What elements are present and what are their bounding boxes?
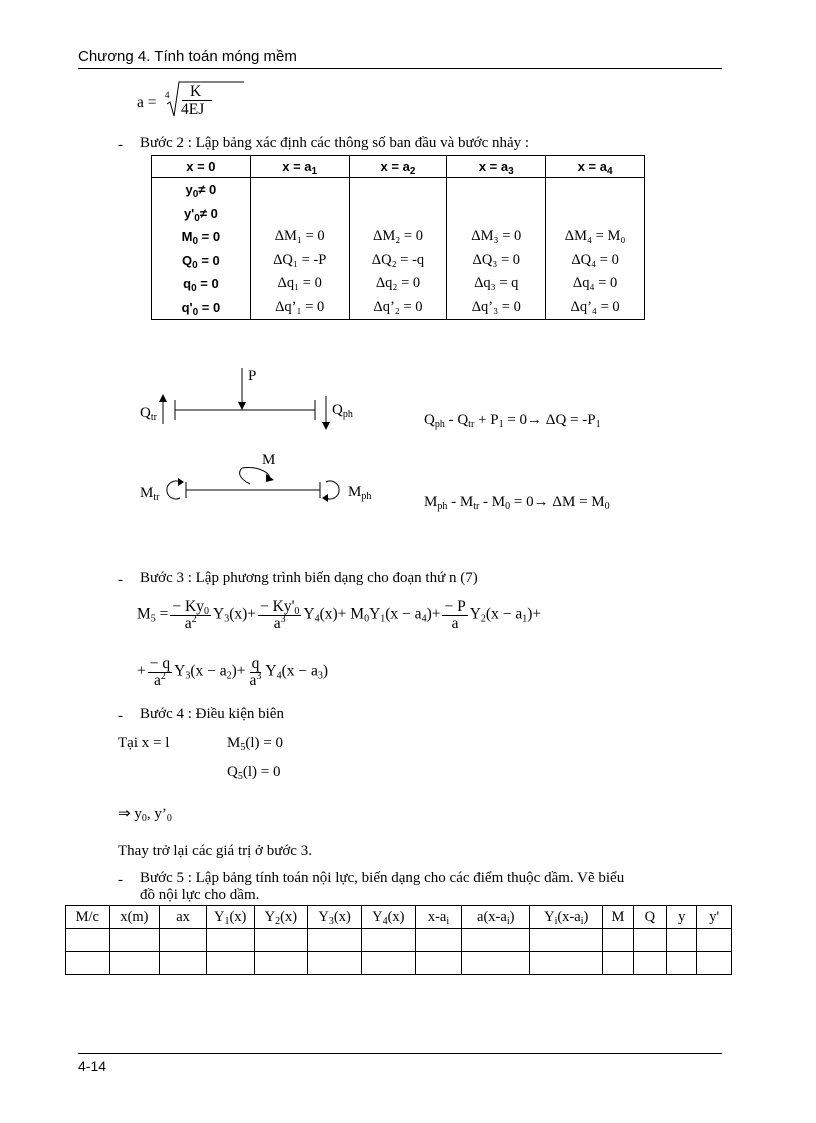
- label-m: M: [262, 452, 276, 468]
- radical-denominator: 4EJ: [181, 101, 205, 118]
- value-cell: Δq₃ = q: [447, 272, 546, 296]
- step4-bullet: -: [118, 708, 123, 724]
- header-cell: ax: [160, 906, 207, 929]
- equation-shear-jump: $Q_{ph} - Q_{tr} + P_1 = 0\to \Delta Q = -P_1$: [424, 412, 601, 430]
- value-cell: [349, 178, 447, 202]
- m-applied-tail: [240, 468, 250, 484]
- header-cell: $Y_i(x-a_i)$: [530, 906, 603, 929]
- table-row: [66, 952, 732, 975]
- step3-bullet: -: [118, 572, 123, 588]
- table-row: [152, 272, 645, 296]
- label-m-tr: $M_{tr}$: [140, 485, 160, 503]
- header-cell: $x = a_2$: [349, 156, 447, 178]
- equation-moment-jump: $M_{ph} - M_{tr} - M_0 = 0\to \Delta M = M_0$: [424, 494, 610, 512]
- step2-bullet: -: [118, 137, 123, 153]
- label-m-ph: $M_{ph}$: [348, 484, 372, 502]
- param-cell: $q_0 = 0$: [152, 272, 251, 296]
- value-cell: [546, 202, 645, 226]
- calculation-table: [65, 905, 732, 975]
- value-cell: [250, 202, 349, 226]
- header-cell: $Y_4(x)$: [361, 906, 415, 929]
- value-cell: Δq’₂ = 0: [349, 296, 447, 320]
- value-cell: ΔM₂ = 0: [349, 225, 447, 249]
- header-cell: $Y_3(x)$: [308, 906, 362, 929]
- header-cell: $Y_2(x)$: [254, 906, 308, 929]
- value-cell: [546, 178, 645, 202]
- value-cell: Δq₁ = 0: [250, 272, 349, 296]
- param-cell: $y_0\ne 0$: [152, 178, 251, 202]
- value-cell: [447, 202, 546, 226]
- m-applied-arrowhead: [266, 474, 274, 482]
- value-cell: ΔQ₁ = -P: [250, 249, 349, 273]
- substitute-note: Thay trở lại các giá trị ở bước 3.: [118, 843, 312, 859]
- boundary-location: Tại x = l: [118, 735, 170, 751]
- label-q-tr: $Q_{tr}$: [140, 405, 157, 423]
- deformation-equation-line1: $M_5$ = $\frac{- Ky_0}{a^2}$ $Y_3(x)+$ $\frac{- Ky'_0}{a^3}$ $Y_4(x)+ M_0Y_1(x - a_4)+$ $\frac{- P}{a}$ $Y_2(x - a_1)+$: [137, 598, 542, 632]
- label-q-ph: $Q_{ph}$: [332, 402, 353, 420]
- step5-text-line1: Bước 5 : Lập bảng tính toán nội lực, biến dạng cho các điểm thuộc dầm. Vẽ biểu: [140, 870, 625, 886]
- step4-text: Bước 4 : Điều kiện biên: [140, 706, 284, 722]
- table-row: [152, 202, 645, 226]
- header-cell: x(m): [109, 906, 160, 929]
- header-cell: $x = a_3$: [447, 156, 546, 178]
- table-row: [152, 225, 645, 249]
- boundary-condition-moment: $M_5(l) = 0$: [227, 735, 283, 753]
- value-cell: Δq’₃ = 0: [447, 296, 546, 320]
- chapter-title: Chương 4. Tính toán móng mềm: [78, 48, 297, 65]
- param-cell: $Q_0 = 0$: [152, 249, 251, 273]
- value-cell: ΔQ₄ = 0: [546, 249, 645, 273]
- load-p-arrowhead: [238, 402, 246, 410]
- q-tr-arrowhead: [159, 394, 167, 402]
- value-cell: Δq₄ = 0: [546, 272, 645, 296]
- step5-bullet: -: [118, 872, 123, 888]
- label-p: P: [248, 368, 257, 384]
- radical-numerator: K: [190, 83, 202, 100]
- boundary-result: ⇒ $y_0$, $y’_0$: [118, 806, 172, 824]
- calculation-table-header: [66, 906, 732, 929]
- header-rule: [78, 68, 722, 69]
- param-cell: $y'_0\ne 0$: [152, 202, 251, 226]
- table-row: [152, 296, 645, 320]
- table-row: [152, 249, 645, 273]
- parameter-table-header: [152, 156, 645, 178]
- value-cell: [349, 202, 447, 226]
- step5-text-line2: đồ nội lực cho dầm.: [140, 887, 260, 903]
- header-cell: y': [697, 906, 732, 929]
- table-row: [66, 929, 732, 952]
- m-tr-arrowhead: [178, 478, 184, 486]
- value-cell: ΔM₄ = M₀: [546, 225, 645, 249]
- page-number: 4-14: [78, 1058, 107, 1074]
- header-cell: $a(x-a_i)$: [462, 906, 530, 929]
- header-cell: $x-a_i$: [415, 906, 462, 929]
- header-cell: M: [603, 906, 633, 929]
- q-ph-arrowhead: [322, 422, 330, 430]
- m-applied-arc: [242, 468, 270, 478]
- param-cell: $q'_0 = 0$: [152, 296, 251, 320]
- header-cell: Q: [633, 906, 666, 929]
- table-row: [152, 178, 645, 202]
- deformation-equation-line2: + $\frac{- q}{a^2}$ $Y_3(x - a_2)+$ $\frac{q}{a^3}$ $Y_4(x - a_3)$: [137, 655, 329, 689]
- free-body-diagram: [120, 360, 420, 520]
- header-cell: $x = a_4$: [546, 156, 645, 178]
- value-cell: ΔM₁ = 0: [250, 225, 349, 249]
- m-ph-arrowhead: [322, 494, 328, 502]
- value-cell: Δq’₄ = 0: [546, 296, 645, 320]
- value-cell: ΔM₃ = 0: [447, 225, 546, 249]
- header-cell: $Y_1(x)$: [206, 906, 254, 929]
- footer-rule: [78, 1053, 722, 1054]
- header-cell: y: [667, 906, 697, 929]
- header-cell: x = 0: [152, 156, 251, 178]
- value-cell: Δq’₁ = 0: [250, 296, 349, 320]
- step3-text: Bước 3 : Lập phương trình biến dạng cho đoạn thứ n (7): [140, 570, 478, 586]
- param-cell: $M_0 = 0$: [152, 225, 251, 249]
- root-index: 4: [165, 90, 170, 100]
- header-cell: $x = a_1$: [250, 156, 349, 178]
- header-cell: M/c: [66, 906, 110, 929]
- parameter-table: [151, 155, 645, 320]
- formula-a-lhs: a =: [137, 94, 157, 111]
- value-cell: ΔQ₂ = -q: [349, 249, 447, 273]
- value-cell: ΔQ₃ = 0: [447, 249, 546, 273]
- value-cell: Δq₂ = 0: [349, 272, 447, 296]
- value-cell: [250, 178, 349, 202]
- value-cell: [447, 178, 546, 202]
- step2-text: Bước 2 : Lập bảng xác định các thông số ban đầu và bước nhảy :: [140, 135, 530, 151]
- boundary-condition-shear: $Q_5(l) = 0$: [227, 764, 281, 782]
